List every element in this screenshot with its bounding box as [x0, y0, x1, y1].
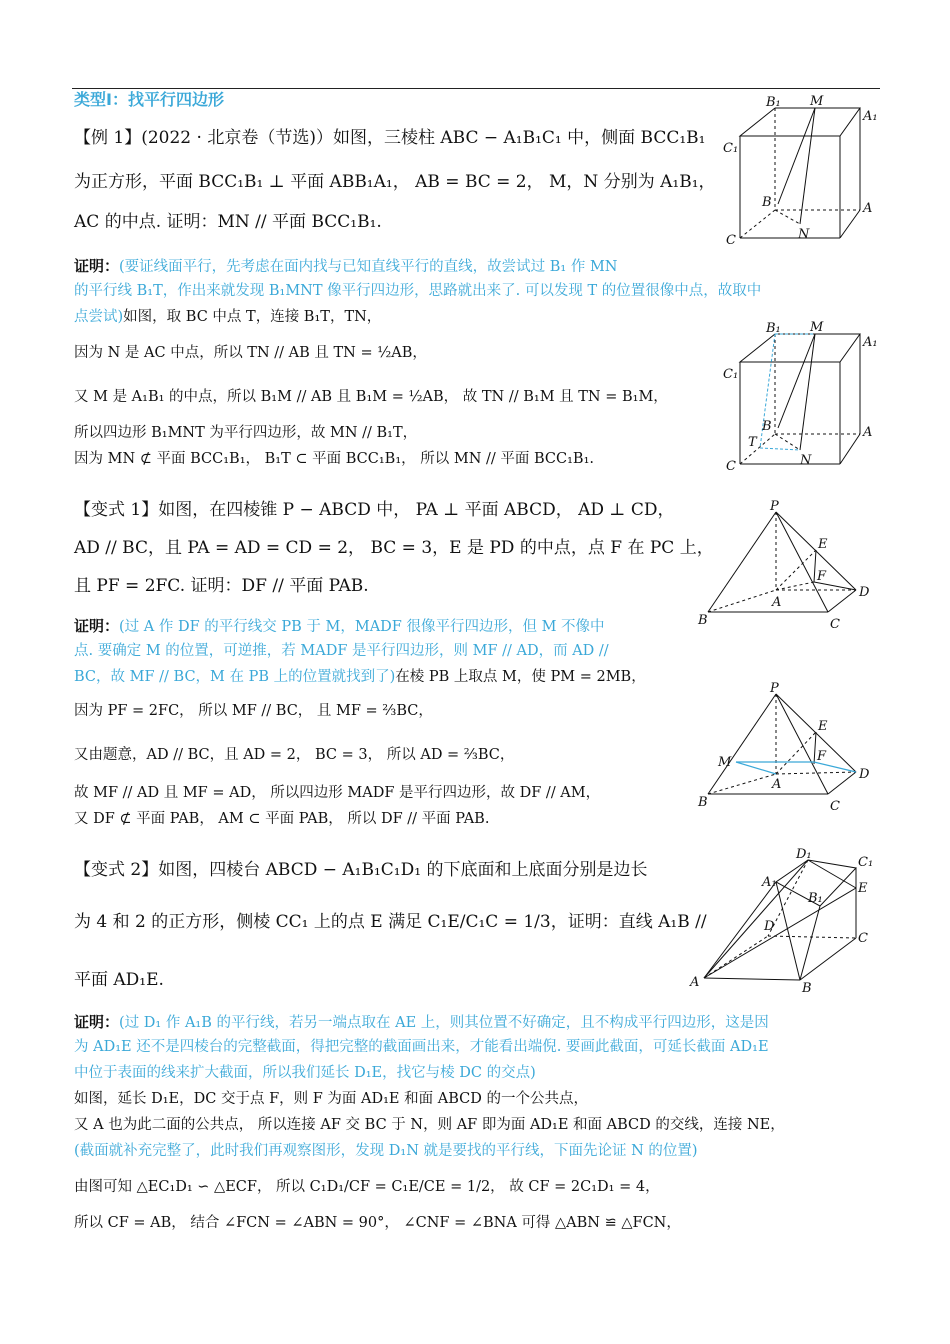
label-c: C — [830, 617, 840, 632]
label-a1: A₁ — [863, 335, 878, 350]
label-p: P — [770, 682, 779, 696]
label-b1: B₁ — [808, 891, 823, 906]
label-f: F — [817, 569, 827, 584]
label-m: M — [810, 94, 824, 109]
label-a: A — [690, 975, 700, 990]
label-c: C — [858, 931, 868, 946]
example1-line2: 为正方形，平面 BCC₁B₁ ⊥ 平面 ABB₁A₁， AB = BC = 2， M，N 分别为 A₁B₁， — [74, 172, 716, 192]
proof3-hint4: (截面就补充完整了，此时我们再观察图形，发现 D₁N 就是要找的平行线，下面先论证 N 的位置) — [74, 1143, 698, 1159]
proof3-line4: 如图，延长 D₁E，DC 交于点 F，则 F 为面 AD₁E 和面 ABCD 的一个公共点， — [74, 1091, 588, 1107]
label-e: E — [818, 537, 828, 552]
label-a: A — [863, 425, 873, 440]
proof1-line3: 如图，取 BC 中点 T，连接 B₁T，TN， — [123, 309, 382, 325]
label-d: D — [764, 919, 775, 934]
proof1-hint3: 点尝试) — [74, 309, 124, 325]
label-c: C — [726, 459, 736, 474]
label-d: D — [859, 585, 870, 600]
proof2-hint1: (过 A 作 DF 的平行线交 PB 于 M，MADF 很像平行四边形，但 M 不像中 — [119, 619, 605, 635]
label-c1: C₁ — [723, 141, 739, 156]
example1-line3: AC 的中点. 证明：MN // 平面 BCC₁B₁. — [74, 212, 382, 232]
proof3-hint3: 中位于表面的线来扩大截面，所以我们延长 D₁E，找它与棱 DC 的交点) — [74, 1065, 536, 1081]
label-c: C — [830, 799, 840, 814]
example1-line1: 【例 1】(2022 · 北京卷（节选)）如图，三棱柱 ABC − A₁B₁C₁ 中，侧面 BCC₁B₁ — [74, 128, 706, 148]
variant2-line1: 【变式 2】如图，四棱台 ABCD − A₁B₁C₁D₁ 的下底面和上底面分别是边长 — [74, 860, 648, 880]
label-b: B — [762, 419, 772, 434]
proof3-line8: 所以 CF = AB， 结合 ∠FCN = ∠ABN = 90°， ∠CNF = ∠BNA 可得 △ABN ≌ △FCN， — [74, 1215, 681, 1231]
label-b: B — [802, 981, 812, 996]
proof-label: 证明： — [74, 257, 120, 275]
label-c: C — [726, 233, 736, 248]
label-t: T — [748, 435, 757, 450]
proof1-line6: 所以四边形 B₁MNT 为平行四边形，故 MN // B₁T， — [74, 425, 418, 441]
frustum-figure — [684, 846, 880, 996]
label-e: E — [818, 719, 828, 734]
proof3-row1 — [74, 1014, 769, 1031]
variant1-line2: AD // BC，且 PA = AD = CD = 2， BC = 3，E 是 PD 的中点，点 F 在 PC 上， — [74, 538, 714, 558]
proof3-line7: 由图可知 △EC₁D₁ ∽ △ECF， 所以 C₁D₁/CF = C₁E/CE = 1/2， 故 CF = 2C₁D₁ = 4， — [74, 1179, 660, 1195]
label-a: A — [772, 595, 782, 610]
proof2-line6: 故 MF // AD 且 MF = AD， 所以四边形 MADF 是平行四边形，故 DF // AM， — [74, 785, 601, 801]
proof2-hint3: BC，故 MF // BC，M 在 PB 上的位置就找到了) — [74, 669, 396, 685]
category-heading: 类型Ⅰ：找平行四边形 — [74, 90, 224, 109]
proof-label: 证明： — [74, 617, 120, 635]
label-n: N — [798, 227, 810, 242]
proof1-row1 — [74, 258, 618, 275]
proof2-line7: 又 DF ⊄ 平面 PAB， AM ⊂ 平面 PAB， 所以 DF // 平面 PAB. — [74, 811, 490, 827]
variant1-line3: 且 PF = 2FC. 证明：DF // 平面 PAB. — [74, 576, 369, 596]
proof3-hint1: (过 D₁ 作 A₁B 的平行线，若另一端点取在 AE 上，则其位置不好确定，且不构成平行四边形，这是因 — [119, 1015, 769, 1031]
label-b1: B₁ — [766, 95, 781, 110]
proof2-line4: 因为 PF = 2FC， 所以 MF // BC， 且 MF = ⅔BC， — [74, 703, 433, 719]
proof1-line7: 因为 MN ⊄ 平面 BCC₁B₁， B₁T ⊂ 平面 BCC₁B₁， 所以 MN // 平面 BCC₁B₁. — [74, 451, 594, 467]
label-a1: A₁ — [762, 875, 777, 890]
proof1-row3 — [74, 310, 381, 325]
label-p: P — [770, 500, 779, 514]
proof3-hint2: 为 AD₁E 还不是四棱台的完整截面，得把完整的截面画出来，才能看出端倪. 要画此截面，可延长截面 AD₁E — [74, 1039, 769, 1055]
label-d: D — [859, 767, 870, 782]
proof1-line4: 因为 N 是 AC 中点，所以 TN // AB 且 TN = ½AB， — [74, 345, 427, 361]
label-m: M — [810, 320, 824, 335]
variant2-line3: 平面 AD₁E. — [74, 970, 164, 990]
prism-figure-1 — [720, 92, 880, 252]
proof2-hint2: 点. 要确定 M 的位置，可逆推，若 MADF 是平行四边形，则 MF // AD，而 AD // — [74, 643, 609, 659]
label-c1: C₁ — [723, 367, 739, 382]
proof2-row3 — [74, 670, 646, 685]
proof2-line5: 又由题意，AD // BC，且 AD = 2， BC = 3， 所以 AD = ⅔BC， — [74, 747, 515, 763]
label-a1: A₁ — [863, 109, 878, 124]
proof1-line5: 又 M 是 A₁B₁ 的中点，所以 B₁M // AB 且 B₁M = ½AB， 故 TN // B₁M 且 TN = B₁M， — [74, 389, 668, 405]
proof1-hint1: (要证线面平行，先考虑在面内找与已知直线平行的直线，故尝试过 B₁ 作 MN — [119, 259, 618, 275]
pyramid-figure-2 — [696, 682, 876, 817]
label-b1: B₁ — [766, 321, 781, 336]
prism-figure-2 — [720, 316, 880, 476]
label-a: A — [863, 201, 873, 216]
label-n: N — [800, 453, 812, 468]
proof3-line5: 又 A 也为此二面的公共点， 所以连接 AF 交 BC 于 N，则 AF 即为面 AD₁E 和面 ABCD 的交线，连接 NE， — [74, 1117, 785, 1133]
label-m: M — [718, 755, 732, 770]
label-e: E — [858, 881, 868, 896]
label-f: F — [817, 749, 827, 764]
variant2-line2: 为 4 和 2 的正方形，侧棱 CC₁ 上的点 E 满足 C₁E/C₁C = 1/3，证明：直线 A₁B // — [74, 912, 707, 932]
pyramid-figure-1 — [696, 500, 876, 635]
proof2-line3b: 在棱 PB 上取点 M，使 PM = 2MB， — [395, 669, 646, 685]
variant1-line1: 【变式 1】如图，在四棱锥 P − ABCD 中， PA ⊥ 平面 ABCD， AD ⊥ CD， — [74, 500, 675, 520]
label-b: B — [698, 613, 708, 628]
label-a: A — [772, 777, 782, 792]
proof-label: 证明： — [74, 1013, 120, 1031]
label-d1: D₁ — [796, 847, 812, 862]
header-rule — [72, 88, 880, 89]
label-b: B — [762, 195, 772, 210]
label-b: B — [698, 795, 708, 810]
label-c1: C₁ — [858, 855, 874, 870]
proof2-row1 — [74, 618, 605, 635]
proof1-hint2: 的平行线 B₁T，作出来就发现 B₁MNT 像平行四边形，思路就出来了. 可以发现 T 的位置很像中点，故取中 — [74, 283, 762, 299]
